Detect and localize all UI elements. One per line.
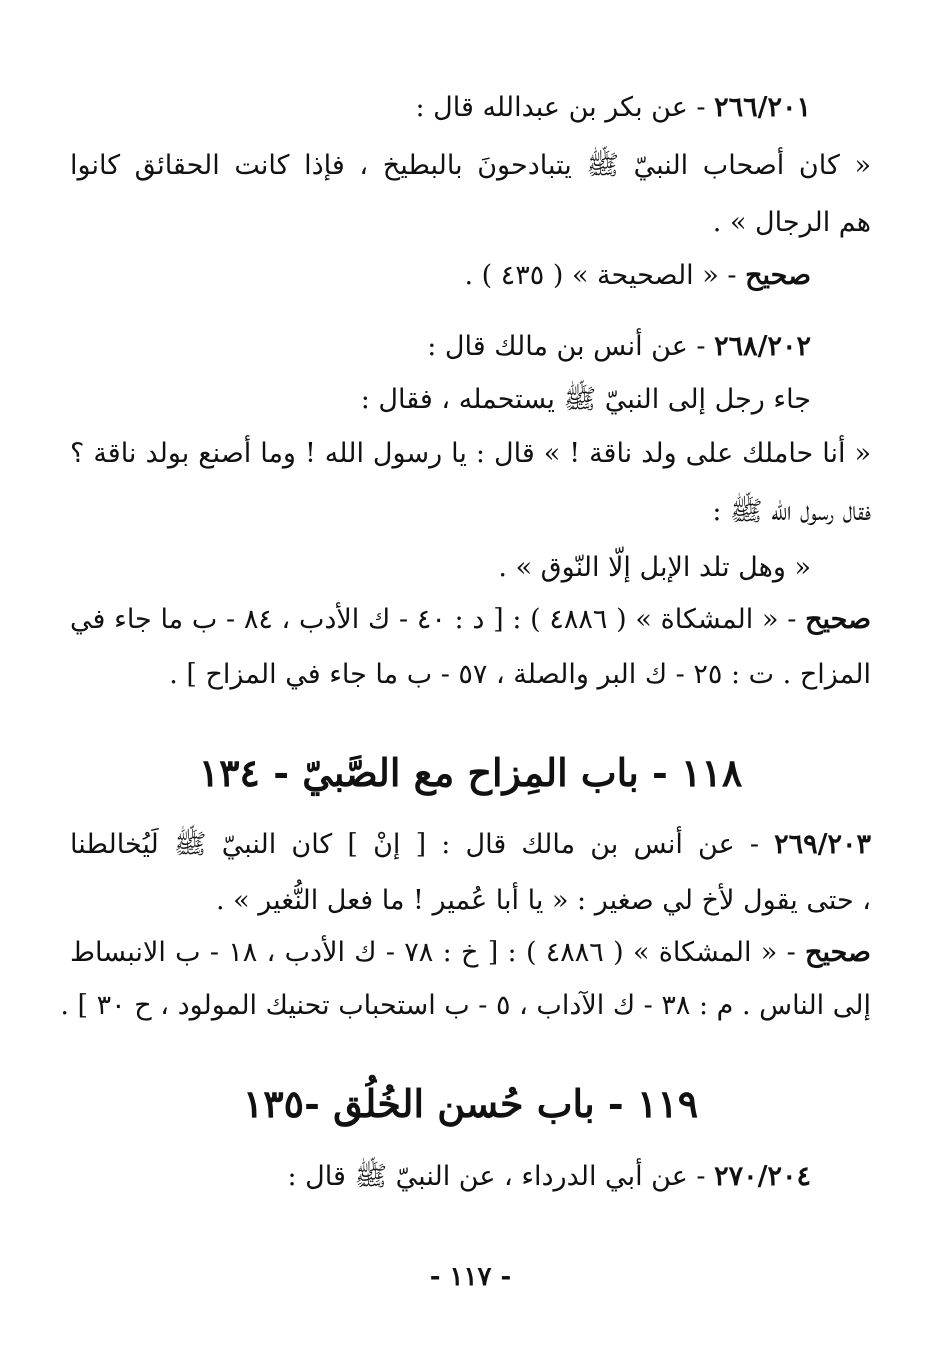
grade-label: صحيح: [805, 937, 871, 968]
hadith-intro: - عن بكر بن عبدالله قال :: [415, 92, 715, 123]
hadith-202-line4: « وهل تلد الإبل إلّا النّوق » .: [498, 552, 811, 583]
hadith-number: ٢٦٩/٢٠٣: [774, 829, 871, 860]
hadith-intro: - عن أنس بن مالك قال : [ إنْ ] كان النبيّ ﷺ لَيُخالطنا: [70, 829, 775, 860]
hadith-202-source-line1: [70, 600, 871, 640]
grade-source: - « المشكاة » ( ٤٨٨٦ ) : [ د : ٤٠ - ك الأدب ، ٨٤ - ب ما جاء في: [70, 604, 806, 635]
hadith-203-heading: [70, 825, 871, 865]
hadith-202-line3: فقال رسول الله ﷺ :: [712, 496, 871, 527]
hadith-202-line1: جاء رجل إلى النبيّ ﷺ يستحمله ، فقال :: [360, 384, 811, 415]
grade-source: - « الصحيحة » ( ٤٣٥ ) .: [464, 260, 746, 291]
grade-source: - « المشكاة » ( ٤٨٨٦ ) : [ خ : ٧٨ - ك الأدب ، ١٨ - ب الانبساط: [70, 937, 806, 968]
hadith-201-heading: [70, 88, 811, 128]
hadith-203-source-line1: [70, 933, 871, 973]
grade-label: صحيح: [745, 260, 811, 291]
chapter-118-title: ١١٨ - باب المِزاح مع الصَّبيّ - ١٣٤: [198, 750, 743, 795]
hadith-204-heading: [70, 1157, 811, 1197]
hadith-intro: - عن أنس بن مالك قال :: [427, 331, 715, 362]
page-number: - ١١٧ -: [429, 1262, 512, 1292]
hadith-number: ٢٦٨/٢٠٢: [714, 331, 811, 362]
hadith-number: ٢٧٠/٢٠٤: [714, 1161, 811, 1192]
hadith-202-heading: [70, 327, 811, 367]
hadith-201-text-line2: هم الرجال » .: [712, 207, 871, 238]
hadith-203-line2: ، حتى يقول لأخ لي صغير : « يا أبا عُمير ! ما فعل النُّغير » .: [215, 885, 871, 916]
hadith-number: ٢٦٦/٢٠١: [714, 92, 811, 123]
chapter-119-title: ١١٩ - باب حُسن الخُلُق -١٣٥: [242, 1081, 699, 1126]
hadith-202-source-line2: المزاح . ت : ٢٥ - ك البر والصلة ، ٥٧ - ب ما جاء في المزاح ] .: [169, 659, 871, 690]
hadith-202-line2: « أنا حاملك على ولد ناقة ! » قال : يا رسول الله ! وما أصنع بولد ناقة ؟: [70, 438, 871, 469]
hadith-intro: - عن أبي الدرداء ، عن النبيّ ﷺ قال :: [287, 1161, 715, 1192]
hadith-203-source-line2: إلى الناس . م : ٣٨ - ك الآداب ، ٥ - ب استحباب تحنيك المولود ، ح ٣٠ ] .: [60, 990, 871, 1021]
hadith-201-text-line1: « كان أصحاب النبيّ ﷺ يتبادحونَ بالبطيخ ، فإذا كانت الحقائق كانوا: [70, 150, 871, 181]
grade-label: صحيح: [805, 604, 871, 635]
hadith-201-grade-line: [70, 256, 811, 296]
